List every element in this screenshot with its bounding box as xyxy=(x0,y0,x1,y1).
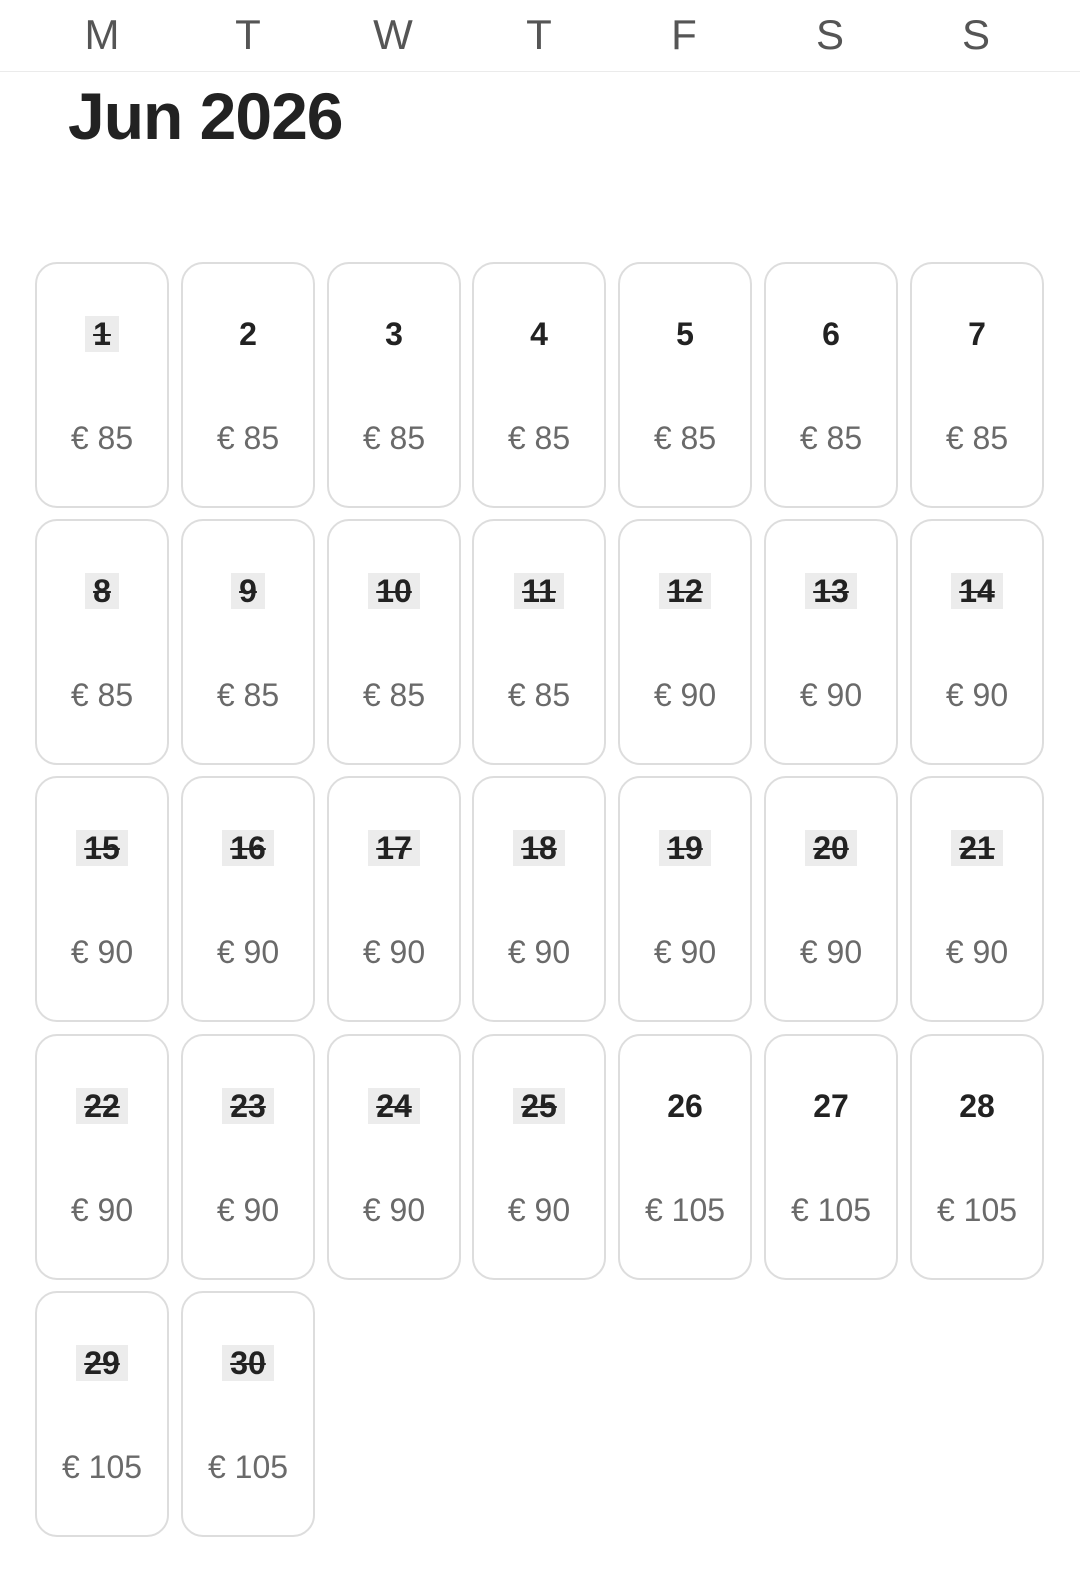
day-number: 21 xyxy=(951,830,1003,866)
day-price: € 90 xyxy=(799,677,863,713)
day-cell-30[interactable] xyxy=(181,1291,315,1537)
day-number: 14 xyxy=(951,573,1003,609)
day-cell-11[interactable] xyxy=(472,519,606,765)
day-price: € 85 xyxy=(362,677,426,713)
day-cell-22[interactable] xyxy=(35,1034,169,1280)
day-number: 12 xyxy=(659,573,711,609)
day-number: 7 xyxy=(968,316,986,352)
day-number-wrap xyxy=(474,316,604,359)
day-cell-18[interactable] xyxy=(472,776,606,1022)
day-number-wrap xyxy=(37,830,167,873)
day-cell-27[interactable] xyxy=(764,1034,898,1280)
day-number: 2 xyxy=(239,316,257,352)
day-price: € 90 xyxy=(507,1192,571,1228)
day-price: € 85 xyxy=(70,420,134,456)
day-cell-24[interactable] xyxy=(327,1034,461,1280)
day-price: € 85 xyxy=(507,420,571,456)
day-number: 10 xyxy=(368,573,420,609)
day-price: € 85 xyxy=(653,420,717,456)
day-number-wrap xyxy=(912,573,1042,616)
day-number: 26 xyxy=(667,1088,703,1124)
day-cell-23[interactable] xyxy=(181,1034,315,1280)
day-price: € 90 xyxy=(945,677,1009,713)
day-cell-16[interactable] xyxy=(181,776,315,1022)
day-number: 6 xyxy=(822,316,840,352)
day-cell-19[interactable] xyxy=(618,776,752,1022)
day-cell-25[interactable] xyxy=(472,1034,606,1280)
day-number-wrap xyxy=(620,830,750,873)
day-number-wrap xyxy=(912,830,1042,873)
day-cell-9[interactable] xyxy=(181,519,315,765)
day-number-wrap xyxy=(329,830,459,873)
day-price: € 90 xyxy=(70,1192,134,1228)
day-number: 23 xyxy=(222,1088,274,1124)
day-number: 28 xyxy=(959,1088,995,1124)
day-number-wrap xyxy=(37,1345,167,1388)
weekday-sunday: S xyxy=(961,11,990,58)
day-cell-13[interactable] xyxy=(764,519,898,765)
day-price: € 105 xyxy=(207,1449,289,1485)
day-cell-21[interactable] xyxy=(910,776,1044,1022)
weekday-tuesday: T xyxy=(235,11,261,58)
day-number: 8 xyxy=(85,573,119,609)
day-number-wrap xyxy=(329,316,459,359)
day-number-wrap xyxy=(474,1088,604,1131)
day-number: 29 xyxy=(76,1345,128,1381)
day-price: € 85 xyxy=(70,677,134,713)
day-number-wrap xyxy=(37,316,167,359)
day-price: € 85 xyxy=(216,677,280,713)
day-price: € 85 xyxy=(362,420,426,456)
day-number: 9 xyxy=(231,573,265,609)
month-title: Jun 2026 xyxy=(68,79,343,153)
day-number: 4 xyxy=(530,316,548,352)
day-cell-28[interactable] xyxy=(910,1034,1044,1280)
day-number-wrap xyxy=(766,573,896,616)
day-number-wrap xyxy=(620,316,750,359)
day-price: € 90 xyxy=(507,934,571,970)
weekday-wednesday: W xyxy=(373,11,413,58)
day-price: € 90 xyxy=(799,934,863,970)
weekday-header xyxy=(0,0,1080,72)
day-cell-4[interactable] xyxy=(472,262,606,508)
day-price: € 90 xyxy=(362,1192,426,1228)
day-price: € 90 xyxy=(70,934,134,970)
day-price: € 105 xyxy=(790,1192,872,1228)
day-number-wrap xyxy=(474,830,604,873)
day-number: 25 xyxy=(513,1088,565,1124)
day-number-wrap xyxy=(183,573,313,616)
day-number-wrap xyxy=(474,573,604,616)
day-number: 19 xyxy=(659,830,711,866)
day-number-wrap xyxy=(766,316,896,359)
day-cell-2[interactable] xyxy=(181,262,315,508)
day-number-wrap xyxy=(37,1088,167,1131)
day-number-wrap xyxy=(620,573,750,616)
day-number-wrap xyxy=(37,573,167,616)
day-cell-1[interactable] xyxy=(35,262,169,508)
day-number-wrap xyxy=(912,316,1042,359)
day-number-wrap xyxy=(329,1088,459,1131)
day-number-wrap xyxy=(329,573,459,616)
day-price: € 85 xyxy=(507,677,571,713)
day-number-wrap xyxy=(183,1345,313,1388)
day-cell-5[interactable] xyxy=(618,262,752,508)
day-number: 13 xyxy=(805,573,857,609)
day-cell-20[interactable] xyxy=(764,776,898,1022)
day-number: 20 xyxy=(805,830,857,866)
day-cell-14[interactable] xyxy=(910,519,1044,765)
day-price: € 85 xyxy=(799,420,863,456)
day-number: 1 xyxy=(85,316,119,352)
day-price: € 90 xyxy=(216,934,280,970)
day-price: € 105 xyxy=(61,1449,143,1485)
day-number: 18 xyxy=(513,830,565,866)
day-cell-15[interactable] xyxy=(35,776,169,1022)
day-number: 5 xyxy=(676,316,694,352)
day-number: 24 xyxy=(368,1088,420,1124)
day-number: 3 xyxy=(385,316,403,352)
day-cell-26[interactable] xyxy=(618,1034,752,1280)
day-cell-17[interactable] xyxy=(327,776,461,1022)
day-cell-29[interactable] xyxy=(35,1291,169,1537)
day-price: € 90 xyxy=(362,934,426,970)
day-number-wrap xyxy=(183,316,313,359)
day-price: € 85 xyxy=(945,420,1009,456)
day-number: 17 xyxy=(368,830,420,866)
day-price: € 90 xyxy=(945,934,1009,970)
day-price: € 105 xyxy=(936,1192,1018,1228)
day-price: € 90 xyxy=(653,677,717,713)
day-number-wrap xyxy=(912,1088,1042,1131)
day-cell-6[interactable] xyxy=(764,262,898,508)
day-number: 27 xyxy=(813,1088,849,1124)
day-cell-7[interactable] xyxy=(910,262,1044,508)
day-number-wrap xyxy=(183,1088,313,1131)
day-number-wrap xyxy=(766,1088,896,1131)
day-number-wrap xyxy=(183,830,313,873)
day-cell-8[interactable] xyxy=(35,519,169,765)
day-cell-12[interactable] xyxy=(618,519,752,765)
day-price: € 85 xyxy=(216,420,280,456)
day-price: € 90 xyxy=(216,1192,280,1228)
weekday-monday: M xyxy=(84,11,120,58)
day-number: 11 xyxy=(514,573,564,609)
weekday-friday: F xyxy=(671,11,697,58)
weekday-saturday: S xyxy=(815,11,844,58)
day-number-wrap xyxy=(620,1088,750,1131)
day-price: € 90 xyxy=(653,934,717,970)
day-price: € 105 xyxy=(644,1192,726,1228)
day-number: 22 xyxy=(76,1088,128,1124)
day-cell-3[interactable] xyxy=(327,262,461,508)
day-number: 16 xyxy=(222,830,274,866)
weekday-thursday: T xyxy=(526,11,552,58)
day-number: 30 xyxy=(222,1345,274,1381)
day-number: 15 xyxy=(76,830,128,866)
day-number-wrap xyxy=(766,830,896,873)
day-cell-10[interactable] xyxy=(327,519,461,765)
